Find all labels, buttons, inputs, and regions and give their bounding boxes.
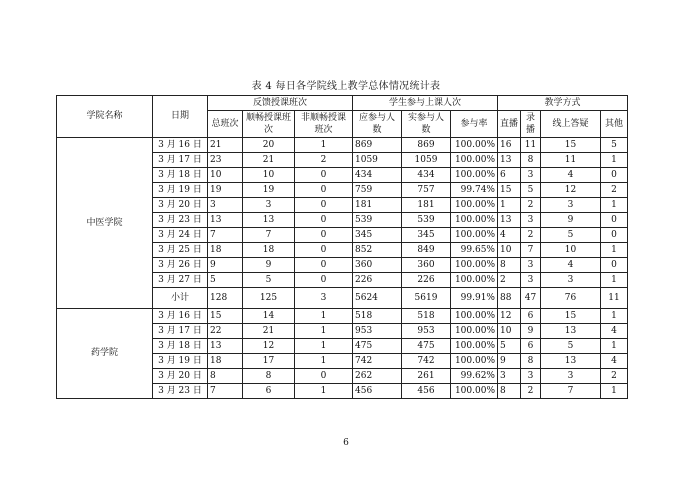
- college-name: 药学院: [57, 309, 153, 399]
- recorded-cell: 3: [521, 258, 541, 273]
- rate-cell: 99.65%: [451, 243, 498, 258]
- actual-cell: 869: [402, 138, 451, 153]
- subtotal-recorded: 47: [521, 288, 541, 309]
- qa-cell: 9: [541, 213, 601, 228]
- header-rate: 参与率: [451, 111, 498, 138]
- expected-cell: 869: [353, 138, 402, 153]
- date-cell: 3 月 20 日: [153, 369, 208, 384]
- not-smooth-cell: 1: [295, 138, 353, 153]
- not-smooth-cell: 0: [295, 258, 353, 273]
- not-smooth-cell: 0: [295, 228, 353, 243]
- smooth-cell: 6: [243, 384, 295, 399]
- other-cell: 1: [601, 198, 628, 213]
- other-cell: 0: [601, 168, 628, 183]
- live-cell: 4: [498, 228, 521, 243]
- qa-cell: 15: [541, 138, 601, 153]
- not-smooth-cell: 0: [295, 213, 353, 228]
- rate-cell: 100.00%: [451, 198, 498, 213]
- recorded-cell: 3: [521, 168, 541, 183]
- smooth-cell: 21: [243, 324, 295, 339]
- actual-cell: 757: [402, 183, 451, 198]
- not-smooth-cell: 1: [295, 384, 353, 399]
- other-cell: 1: [601, 153, 628, 168]
- date-cell: 3 月 20 日: [153, 198, 208, 213]
- live-cell: 2: [498, 273, 521, 288]
- expected-cell: 953: [353, 324, 402, 339]
- smooth-cell: 17: [243, 354, 295, 369]
- rate-cell: 100.00%: [451, 258, 498, 273]
- date-cell: 3 月 23 日: [153, 213, 208, 228]
- expected-cell: 539: [353, 213, 402, 228]
- header-actual: 实参与人数: [402, 111, 451, 138]
- smooth-cell: 12: [243, 339, 295, 354]
- total-cell: 18: [208, 243, 243, 258]
- actual-cell: 261: [402, 369, 451, 384]
- recorded-cell: 2: [521, 228, 541, 243]
- qa-cell: 3: [541, 273, 601, 288]
- live-cell: 10: [498, 243, 521, 258]
- subtotal-smooth: 125: [243, 288, 295, 309]
- total-cell: 13: [208, 339, 243, 354]
- recorded-cell: 5: [521, 183, 541, 198]
- actual-cell: 360: [402, 258, 451, 273]
- date-cell: 3 月 17 日: [153, 153, 208, 168]
- other-cell: 1: [601, 273, 628, 288]
- subtotal-rate: 99.91%: [451, 288, 498, 309]
- actual-cell: 539: [402, 213, 451, 228]
- smooth-cell: 19: [243, 183, 295, 198]
- expected-cell: 475: [353, 339, 402, 354]
- rate-cell: 100.00%: [451, 354, 498, 369]
- header-not-smooth: 非顺畅授课班次: [295, 111, 353, 138]
- smooth-cell: 21: [243, 153, 295, 168]
- date-cell: 3 月 19 日: [153, 183, 208, 198]
- smooth-cell: 10: [243, 168, 295, 183]
- live-cell: 8: [498, 258, 521, 273]
- subtotal-actual: 5619: [402, 288, 451, 309]
- live-cell: 6: [498, 168, 521, 183]
- smooth-cell: 5: [243, 273, 295, 288]
- other-cell: 2: [601, 183, 628, 198]
- date-cell: 3 月 16 日: [153, 138, 208, 153]
- qa-cell: 5: [541, 339, 601, 354]
- recorded-cell: 8: [521, 153, 541, 168]
- header-smooth: 顺畅授课班次: [243, 111, 295, 138]
- qa-cell: 10: [541, 243, 601, 258]
- rate-cell: 100.00%: [451, 273, 498, 288]
- recorded-cell: 7: [521, 243, 541, 258]
- date-cell: 3 月 18 日: [153, 168, 208, 183]
- recorded-cell: 8: [521, 354, 541, 369]
- subtotal-label: 小计: [153, 288, 208, 309]
- actual-cell: 953: [402, 324, 451, 339]
- header-qa: 线上答疑: [541, 111, 601, 138]
- header-other: 其他: [601, 111, 628, 138]
- header-total: 总班次: [208, 111, 243, 138]
- other-cell: 4: [601, 354, 628, 369]
- expected-cell: 226: [353, 273, 402, 288]
- recorded-cell: 3: [521, 369, 541, 384]
- actual-cell: 345: [402, 228, 451, 243]
- not-smooth-cell: 0: [295, 183, 353, 198]
- other-cell: 0: [601, 213, 628, 228]
- other-cell: 1: [601, 243, 628, 258]
- table-body: [57, 138, 628, 399]
- date-cell: 3 月 26 日: [153, 258, 208, 273]
- not-smooth-cell: 0: [295, 168, 353, 183]
- other-cell: 2: [601, 369, 628, 384]
- not-smooth-cell: 1: [295, 309, 353, 324]
- other-cell: 0: [601, 228, 628, 243]
- college-name: 中医学院: [57, 138, 153, 309]
- total-cell: 10: [208, 168, 243, 183]
- date-cell: 3 月 17 日: [153, 324, 208, 339]
- not-smooth-cell: 1: [295, 354, 353, 369]
- date-cell: 3 月 25 日: [153, 243, 208, 258]
- live-cell: 9: [498, 354, 521, 369]
- recorded-cell: 2: [521, 384, 541, 399]
- smooth-cell: 8: [243, 369, 295, 384]
- qa-cell: 4: [541, 258, 601, 273]
- expected-cell: 262: [353, 369, 402, 384]
- page-number: 6: [343, 438, 349, 448]
- total-cell: 22: [208, 324, 243, 339]
- expected-cell: 852: [353, 243, 402, 258]
- table-row: [57, 309, 628, 324]
- not-smooth-cell: 1: [295, 339, 353, 354]
- smooth-cell: 18: [243, 243, 295, 258]
- actual-cell: 475: [402, 339, 451, 354]
- recorded-cell: 6: [521, 309, 541, 324]
- rate-cell: 100.00%: [451, 309, 498, 324]
- expected-cell: 518: [353, 309, 402, 324]
- total-cell: 18: [208, 354, 243, 369]
- actual-cell: 456: [402, 384, 451, 399]
- header-students-group: 学生参与上课人次: [353, 96, 498, 111]
- header-recorded: 录播: [521, 111, 541, 138]
- actual-cell: 1059: [402, 153, 451, 168]
- date-cell: 3 月 18 日: [153, 339, 208, 354]
- other-cell: 1: [601, 309, 628, 324]
- expected-cell: 456: [353, 384, 402, 399]
- total-cell: 21: [208, 138, 243, 153]
- qa-cell: 13: [541, 354, 601, 369]
- header-live: 直播: [498, 111, 521, 138]
- date-cell: 3 月 19 日: [153, 354, 208, 369]
- date-cell: 3 月 16 日: [153, 309, 208, 324]
- recorded-cell: 6: [521, 339, 541, 354]
- live-cell: 13: [498, 213, 521, 228]
- live-cell: 5: [498, 339, 521, 354]
- expected-cell: 1059: [353, 153, 402, 168]
- live-cell: 1: [498, 198, 521, 213]
- smooth-cell: 13: [243, 213, 295, 228]
- live-cell: 16: [498, 138, 521, 153]
- subtotal-live: 88: [498, 288, 521, 309]
- rate-cell: 100.00%: [451, 168, 498, 183]
- rate-cell: 100.00%: [451, 384, 498, 399]
- other-cell: 5: [601, 138, 628, 153]
- date-cell: 3 月 24 日: [153, 228, 208, 243]
- actual-cell: 434: [402, 168, 451, 183]
- rate-cell: 100.00%: [451, 339, 498, 354]
- header-feedback-group: 反馈授课班次: [208, 96, 353, 111]
- qa-cell: 3: [541, 369, 601, 384]
- recorded-cell: 2: [521, 198, 541, 213]
- date-cell: 3 月 23 日: [153, 384, 208, 399]
- recorded-cell: 9: [521, 324, 541, 339]
- live-cell: 10: [498, 324, 521, 339]
- smooth-cell: 14: [243, 309, 295, 324]
- expected-cell: 434: [353, 168, 402, 183]
- total-cell: 15: [208, 309, 243, 324]
- total-cell: 19: [208, 183, 243, 198]
- actual-cell: 518: [402, 309, 451, 324]
- date-cell: 3 月 27 日: [153, 273, 208, 288]
- smooth-cell: 3: [243, 198, 295, 213]
- total-cell: 9: [208, 258, 243, 273]
- actual-cell: 742: [402, 354, 451, 369]
- subtotal-not-smooth: 3: [295, 288, 353, 309]
- qa-cell: 7: [541, 384, 601, 399]
- not-smooth-cell: 0: [295, 369, 353, 384]
- header-date: 日期: [153, 96, 208, 138]
- subtotal-expected: 5624: [353, 288, 402, 309]
- expected-cell: 181: [353, 198, 402, 213]
- total-cell: 8: [208, 369, 243, 384]
- smooth-cell: 20: [243, 138, 295, 153]
- live-cell: 15: [498, 183, 521, 198]
- qa-cell: 3: [541, 198, 601, 213]
- total-cell: 7: [208, 384, 243, 399]
- recorded-cell: 3: [521, 213, 541, 228]
- qa-cell: 15: [541, 309, 601, 324]
- table-row: [57, 138, 628, 153]
- table-caption: 表 4 每日各学院线上教学总体情况统计表: [251, 81, 441, 92]
- total-cell: 7: [208, 228, 243, 243]
- expected-cell: 345: [353, 228, 402, 243]
- header-expected: 应参与人数: [353, 111, 402, 138]
- total-cell: 3: [208, 198, 243, 213]
- subtotal-total: 128: [208, 288, 243, 309]
- subtotal-other: 11: [601, 288, 628, 309]
- actual-cell: 181: [402, 198, 451, 213]
- rate-cell: 100.00%: [451, 228, 498, 243]
- header-mode-group: 教学方式: [498, 96, 628, 111]
- not-smooth-cell: 2: [295, 153, 353, 168]
- header-college: 学院名称: [57, 96, 153, 138]
- not-smooth-cell: 0: [295, 273, 353, 288]
- other-cell: 4: [601, 324, 628, 339]
- not-smooth-cell: 0: [295, 198, 353, 213]
- expected-cell: 742: [353, 354, 402, 369]
- total-cell: 5: [208, 273, 243, 288]
- recorded-cell: 11: [521, 138, 541, 153]
- rate-cell: 99.62%: [451, 369, 498, 384]
- actual-cell: 226: [402, 273, 451, 288]
- smooth-cell: 7: [243, 228, 295, 243]
- rate-cell: 100.00%: [451, 153, 498, 168]
- other-cell: 0: [601, 258, 628, 273]
- qa-cell: 13: [541, 324, 601, 339]
- other-cell: 1: [601, 339, 628, 354]
- recorded-cell: 3: [521, 273, 541, 288]
- not-smooth-cell: 0: [295, 243, 353, 258]
- qa-cell: 5: [541, 228, 601, 243]
- qa-cell: 12: [541, 183, 601, 198]
- smooth-cell: 9: [243, 258, 295, 273]
- expected-cell: 759: [353, 183, 402, 198]
- live-cell: 12: [498, 309, 521, 324]
- expected-cell: 360: [353, 258, 402, 273]
- total-cell: 23: [208, 153, 243, 168]
- rate-cell: 100.00%: [451, 324, 498, 339]
- other-cell: 1: [601, 384, 628, 399]
- subtotal-qa: 76: [541, 288, 601, 309]
- not-smooth-cell: 1: [295, 324, 353, 339]
- qa-cell: 4: [541, 168, 601, 183]
- rate-cell: 100.00%: [451, 138, 498, 153]
- qa-cell: 11: [541, 153, 601, 168]
- total-cell: 13: [208, 213, 243, 228]
- live-cell: 3: [498, 369, 521, 384]
- rate-cell: 100.00%: [451, 213, 498, 228]
- actual-cell: 849: [402, 243, 451, 258]
- rate-cell: 99.74%: [451, 183, 498, 198]
- stats-table: [56, 95, 628, 399]
- live-cell: 13: [498, 153, 521, 168]
- live-cell: 8: [498, 384, 521, 399]
